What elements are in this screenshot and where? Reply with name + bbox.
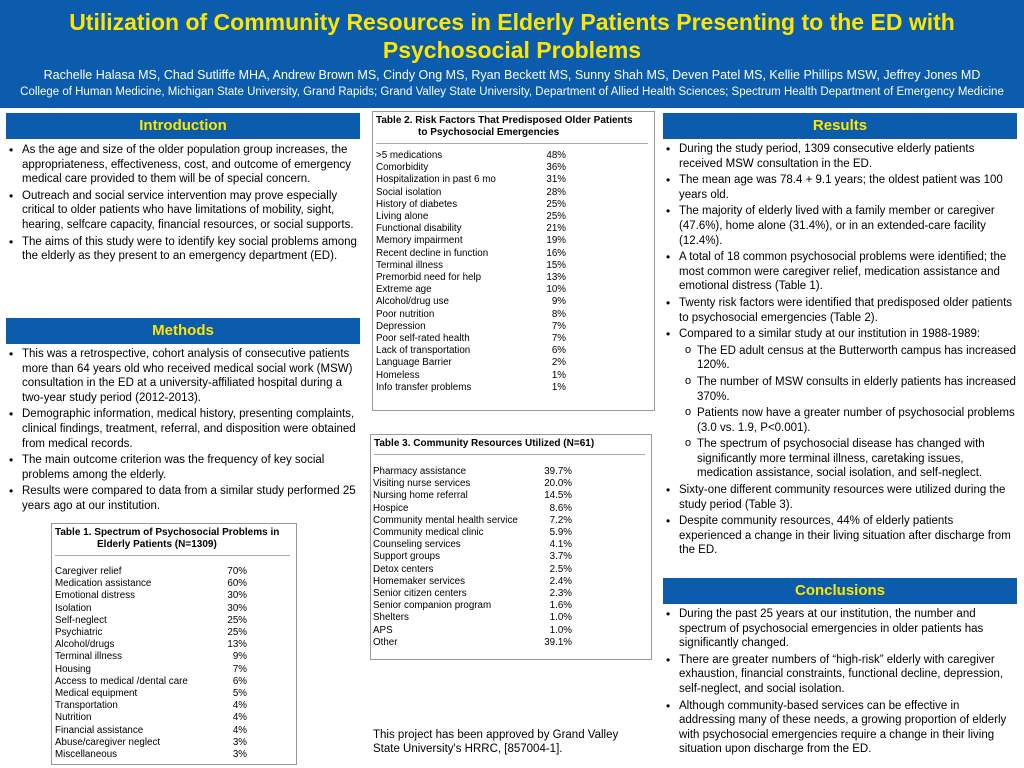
table-row	[376, 382, 566, 394]
table-row	[373, 588, 572, 600]
row-label: Self-neglect	[55, 614, 107, 626]
table-row	[55, 664, 247, 676]
row-value: 25%	[227, 614, 247, 626]
row-label: Access to medical /dental care	[55, 675, 188, 687]
row-label: Functional disability	[376, 223, 462, 235]
table2-title-line2: to Psychosocial Emergencies	[418, 127, 560, 138]
poster-title: Utilization of Community Resources in Elderly Patients Presenting to the ED with Psychosocial Problems	[69, 9, 955, 63]
row-label: Shelters	[373, 612, 409, 624]
list-item: • The main outcome criterion was the frequency of key social problems among the elderly.	[8, 453, 360, 482]
table-row	[376, 370, 566, 382]
table-row	[373, 625, 572, 637]
row-label: Senior companion program	[373, 600, 492, 612]
table-row	[376, 309, 566, 321]
poster-header	[0, 0, 1024, 108]
table1-title-line2: Elderly Patients (N=1309)	[97, 539, 217, 550]
table-row	[373, 490, 572, 502]
row-label: Depression	[376, 320, 426, 332]
row-value: 14.5%	[544, 490, 572, 502]
list-item: • As the age and size of the older population group increases, the appropriateness, effectiveness, cost, and outcome of emergency medical care provided to them will be of special concern.	[8, 143, 360, 187]
row-value: 5%	[232, 688, 247, 700]
row-label: Poor self-rated health	[376, 333, 470, 345]
list-item: • There are greater numbers of “high-risk” elderly with caregiver exhaustion, financial constraints, functional decline, depression, self-neglect, and social isolation.	[665, 653, 1017, 697]
row-value: 31%	[546, 174, 566, 186]
row-value: 7.2%	[549, 514, 572, 526]
row-value: 36%	[546, 162, 566, 174]
table-row	[373, 612, 572, 624]
row-value: 70%	[227, 566, 247, 577]
row-label: Homemaker services	[373, 575, 466, 587]
row-value: 1%	[551, 369, 566, 381]
row-label: Recent decline in function	[376, 247, 489, 259]
table2-title	[373, 112, 654, 139]
table3-box	[370, 434, 652, 660]
row-value: 7%	[232, 663, 247, 675]
row-label: Memory impairment	[376, 235, 463, 247]
table-row	[373, 600, 572, 612]
row-value: 7%	[551, 320, 566, 332]
row-value: 2%	[551, 357, 566, 369]
table-row	[376, 333, 566, 345]
sub-list-item: o The spectrum of psychosocial disease has changed with significantly more terminal illness, caretaking issues, medication assistance, social isolation, and self-neglect.	[665, 437, 1017, 481]
author-list: Rachelle Halasa MS, Chad Sutliffe MHA, Andrew Brown MS, Cindy Ong MS, Ryan Beckett MS, Sunny Shah MS, Deven Patel MS, Kellie Phillips MSW, Jeffrey Jones MD	[43, 68, 981, 82]
table2	[376, 150, 566, 394]
introduction-heading: Introduction	[6, 113, 360, 139]
row-value: 8%	[551, 308, 566, 320]
row-value: 1%	[551, 381, 566, 393]
row-value: 13%	[546, 272, 566, 284]
row-value: 21%	[546, 223, 566, 235]
row-label: Isolation	[55, 602, 92, 614]
table-row	[55, 712, 247, 724]
row-value: 30%	[227, 590, 247, 602]
row-value: 3.7%	[549, 551, 572, 563]
table1-title-line1: Table 1. Spectrum of Psychosocial Problems in	[55, 527, 280, 538]
row-label: Alcohol/drug use	[376, 296, 449, 308]
row-value: 8.6%	[549, 502, 572, 514]
row-label: Pharmacy assistance	[373, 466, 467, 477]
table3-title: Table 3. Community Resources Utilized (N=61)	[374, 438, 595, 449]
table-row	[376, 162, 566, 174]
table-row	[55, 651, 247, 663]
row-value: 25%	[546, 198, 566, 210]
sub-list-item: o The ED adult census at the Butterworth campus has increased 120%.	[665, 344, 1017, 373]
row-label: >5 medications	[376, 150, 443, 161]
row-label: Hospitalization in past 6 mo	[376, 174, 496, 186]
row-label: Miscellaneous	[55, 749, 118, 761]
row-label: Housing	[55, 663, 91, 675]
list-item: • Although community-based services can be effective in addressing many of these needs, a growing proportion of elderly with psychosocial emergencies require a change in their living situation upon discharge from the ED.	[665, 699, 1017, 757]
row-label: Abuse/caregiver neglect	[55, 736, 161, 748]
table1	[55, 566, 247, 761]
table-row	[376, 260, 566, 272]
row-value: 2.4%	[549, 575, 572, 587]
methods-list	[8, 347, 360, 516]
row-value: 1.0%	[549, 612, 572, 624]
table-row	[55, 749, 247, 761]
sub-list-item: o Patients now have a greater number of psychosocial problems (3.0 vs. 1.9, P<0.001).	[665, 406, 1017, 435]
row-label: Nursing home referral	[373, 490, 468, 502]
table1-box	[51, 523, 297, 765]
row-label: Counseling services	[373, 539, 461, 551]
table-row	[376, 284, 566, 296]
row-label: Financial assistance	[55, 724, 144, 736]
table-row	[55, 700, 247, 712]
results-list	[665, 142, 1017, 560]
table-row	[55, 737, 247, 749]
row-label: Hospice	[373, 502, 409, 514]
row-label: Community mental health service	[373, 514, 518, 526]
table-row	[376, 345, 566, 357]
divider	[55, 555, 290, 556]
row-label: Detox centers	[373, 563, 434, 575]
methods-heading: Methods	[6, 318, 360, 344]
row-label: Terminal illness	[376, 259, 443, 271]
row-value: 48%	[546, 150, 566, 161]
row-label: Extreme age	[376, 284, 432, 296]
row-value: 13%	[227, 639, 247, 651]
row-label: History of diabetes	[376, 198, 458, 210]
row-value: 20.0%	[544, 478, 572, 490]
list-item: • During the past 25 years at our institution, the number and spectrum of psychosocial emergencies in older patients has significantly changed.	[665, 607, 1017, 651]
row-label: Living alone	[376, 211, 429, 223]
table-row	[55, 603, 247, 615]
row-value: 16%	[546, 247, 566, 259]
row-label: Medication assistance	[55, 578, 152, 590]
table-row	[55, 566, 247, 578]
table-row	[373, 478, 572, 490]
divider	[376, 143, 648, 144]
row-value: 19%	[546, 235, 566, 247]
table-row	[373, 551, 572, 563]
table-row	[376, 248, 566, 260]
row-label: Medical equipment	[55, 688, 138, 700]
conclusions-list	[665, 607, 1017, 759]
list-item: • Demographic information, medical history, presenting complaints, clinical findings, treatment, referral, and disposition were obtained from medical records.	[8, 407, 360, 451]
row-label: Senior citizen centers	[373, 588, 467, 600]
row-value: 5.9%	[549, 527, 572, 539]
row-label: Nutrition	[55, 712, 92, 724]
row-value: 39.7%	[544, 466, 572, 477]
row-label: Terminal illness	[55, 651, 122, 663]
row-label: Alcohol/drugs	[55, 639, 115, 651]
list-item: • The majority of elderly lived with a family member or caregiver (47.6%), home alone (31.4%), or in an extended-care facility (12.4%).	[665, 204, 1017, 248]
table-row	[373, 539, 572, 551]
table-row	[376, 223, 566, 235]
row-label: Info transfer problems	[376, 381, 472, 393]
row-value: 4%	[232, 712, 247, 724]
row-label: Lack of transportation	[376, 345, 471, 357]
table-row	[376, 235, 566, 247]
list-item: • The aims of this study were to identify key social problems among the elderly as they present to an emergency department (ED).	[8, 235, 360, 264]
table-row	[376, 321, 566, 333]
row-label: Homeless	[376, 369, 420, 381]
row-label: Comorbidity	[376, 162, 429, 174]
table-row	[373, 576, 572, 588]
row-value: 10%	[546, 284, 566, 296]
row-label: Social isolation	[376, 186, 442, 198]
table-row	[376, 272, 566, 284]
table-row	[373, 466, 572, 478]
table-row	[373, 503, 572, 515]
row-value: 7%	[551, 333, 566, 345]
table2-title-line1: Table 2. Risk Factors That Predisposed Older Patients	[376, 115, 633, 126]
list-item: • Despite community resources, 44% of elderly patients experienced a change in their living situation after discharge from the ED.	[665, 514, 1017, 558]
table-row	[55, 590, 247, 602]
table-row	[376, 211, 566, 223]
row-value: 60%	[227, 578, 247, 590]
row-value: 9%	[232, 651, 247, 663]
table3	[373, 466, 572, 649]
table-row	[55, 639, 247, 651]
list-item: • During the study period, 1309 consecutive elderly patients received MSW consultation in the ED.	[665, 142, 1017, 171]
row-label: Visiting nurse services	[373, 478, 471, 490]
row-value: 25%	[546, 211, 566, 223]
list-item: • This was a retrospective, cohort analysis of consecutive patients more than 64 years old who received medical social work (MSW) consultation in the ED at a university-affiliated hospital during a two-year study period (2012-2013).	[8, 347, 360, 405]
row-label: Caregiver relief	[55, 566, 122, 577]
list-item: • Twenty risk factors were identified that predisposed older patients to psychosocial emergencies (Table 2).	[665, 296, 1017, 325]
row-label: Emotional distress	[55, 590, 136, 602]
row-value: 25%	[227, 627, 247, 639]
row-value: 4.1%	[549, 539, 572, 551]
table-row	[376, 150, 566, 162]
table-row	[376, 357, 566, 369]
table-row	[376, 187, 566, 199]
table-row	[376, 199, 566, 211]
row-value: 6%	[232, 675, 247, 687]
row-value: 1.0%	[549, 624, 572, 636]
row-value: 39.1%	[544, 636, 572, 648]
row-value: 1.6%	[549, 600, 572, 612]
row-label: Poor nutrition	[376, 308, 435, 320]
row-label: Community medical clinic	[373, 527, 484, 539]
row-value: 30%	[227, 602, 247, 614]
list-item: • A total of 18 common psychosocial problems were identified; the most common were caregiver relief, medication assistance and emotional distress (Table 1).	[665, 250, 1017, 294]
affiliation-line: College of Human Medicine, Michigan State University, Grand Rapids; Grand Valley State University, Department of Allied Health Sciences; Spectrum Health Department of Emergency Medicine	[20, 86, 1004, 98]
row-label: Premorbid need for help	[376, 272, 482, 284]
list-item: • Sixty-one different community resources were utilized during the study period (Table 3).	[665, 483, 1017, 512]
table1-title	[52, 524, 296, 551]
row-value: 28%	[546, 186, 566, 198]
table2-box	[372, 111, 655, 411]
results-heading: Results	[663, 113, 1017, 139]
list-item: • Outreach and social service intervention may prove especially critical to older patients who have limitations of mobility, sight, hearing, selfcare capacity, financial resources, or social supports.	[8, 189, 360, 233]
introduction-list	[8, 143, 360, 266]
table-row	[373, 527, 572, 539]
row-value: 6%	[551, 345, 566, 357]
table-row	[373, 637, 572, 649]
row-label: Other	[373, 636, 398, 648]
row-label: Support groups	[373, 551, 440, 563]
row-value: 4%	[232, 724, 247, 736]
conclusions-heading: Conclusions	[663, 578, 1017, 604]
row-value: 3%	[232, 736, 247, 748]
list-item: • Compared to a similar study at our institution in 1988-1989:	[665, 327, 1017, 342]
table-row	[55, 676, 247, 688]
row-value: 15%	[546, 259, 566, 271]
row-value: 2.5%	[549, 563, 572, 575]
table-row	[55, 615, 247, 627]
table-row	[376, 174, 566, 186]
row-label: Language Barrier	[376, 357, 452, 369]
row-value: 9%	[551, 296, 566, 308]
sub-list-item: o The number of MSW consults in elderly patients has increased 370%.	[665, 375, 1017, 404]
table-row	[376, 296, 566, 308]
table-row	[55, 627, 247, 639]
row-value: 4%	[232, 700, 247, 712]
row-label: Transportation	[55, 700, 118, 712]
list-item: • The mean age was 78.4 + 9.1 years; the oldest patient was 100 years old.	[665, 173, 1017, 202]
table-row	[373, 515, 572, 527]
table-row	[55, 725, 247, 737]
row-value: 3%	[232, 749, 247, 761]
row-label: Psychiatric	[55, 627, 103, 639]
divider	[374, 454, 645, 455]
table-row	[373, 564, 572, 576]
row-value: 2.3%	[549, 588, 572, 600]
list-item: • Results were compared to data from a similar study performed 25 years ago at our institution.	[8, 484, 360, 513]
table-row	[55, 578, 247, 590]
row-label: APS	[373, 624, 393, 636]
approval-footnote: This project has been approved by Grand Valley State University's HRRC, [857004-1].	[373, 729, 619, 755]
table-row	[55, 688, 247, 700]
